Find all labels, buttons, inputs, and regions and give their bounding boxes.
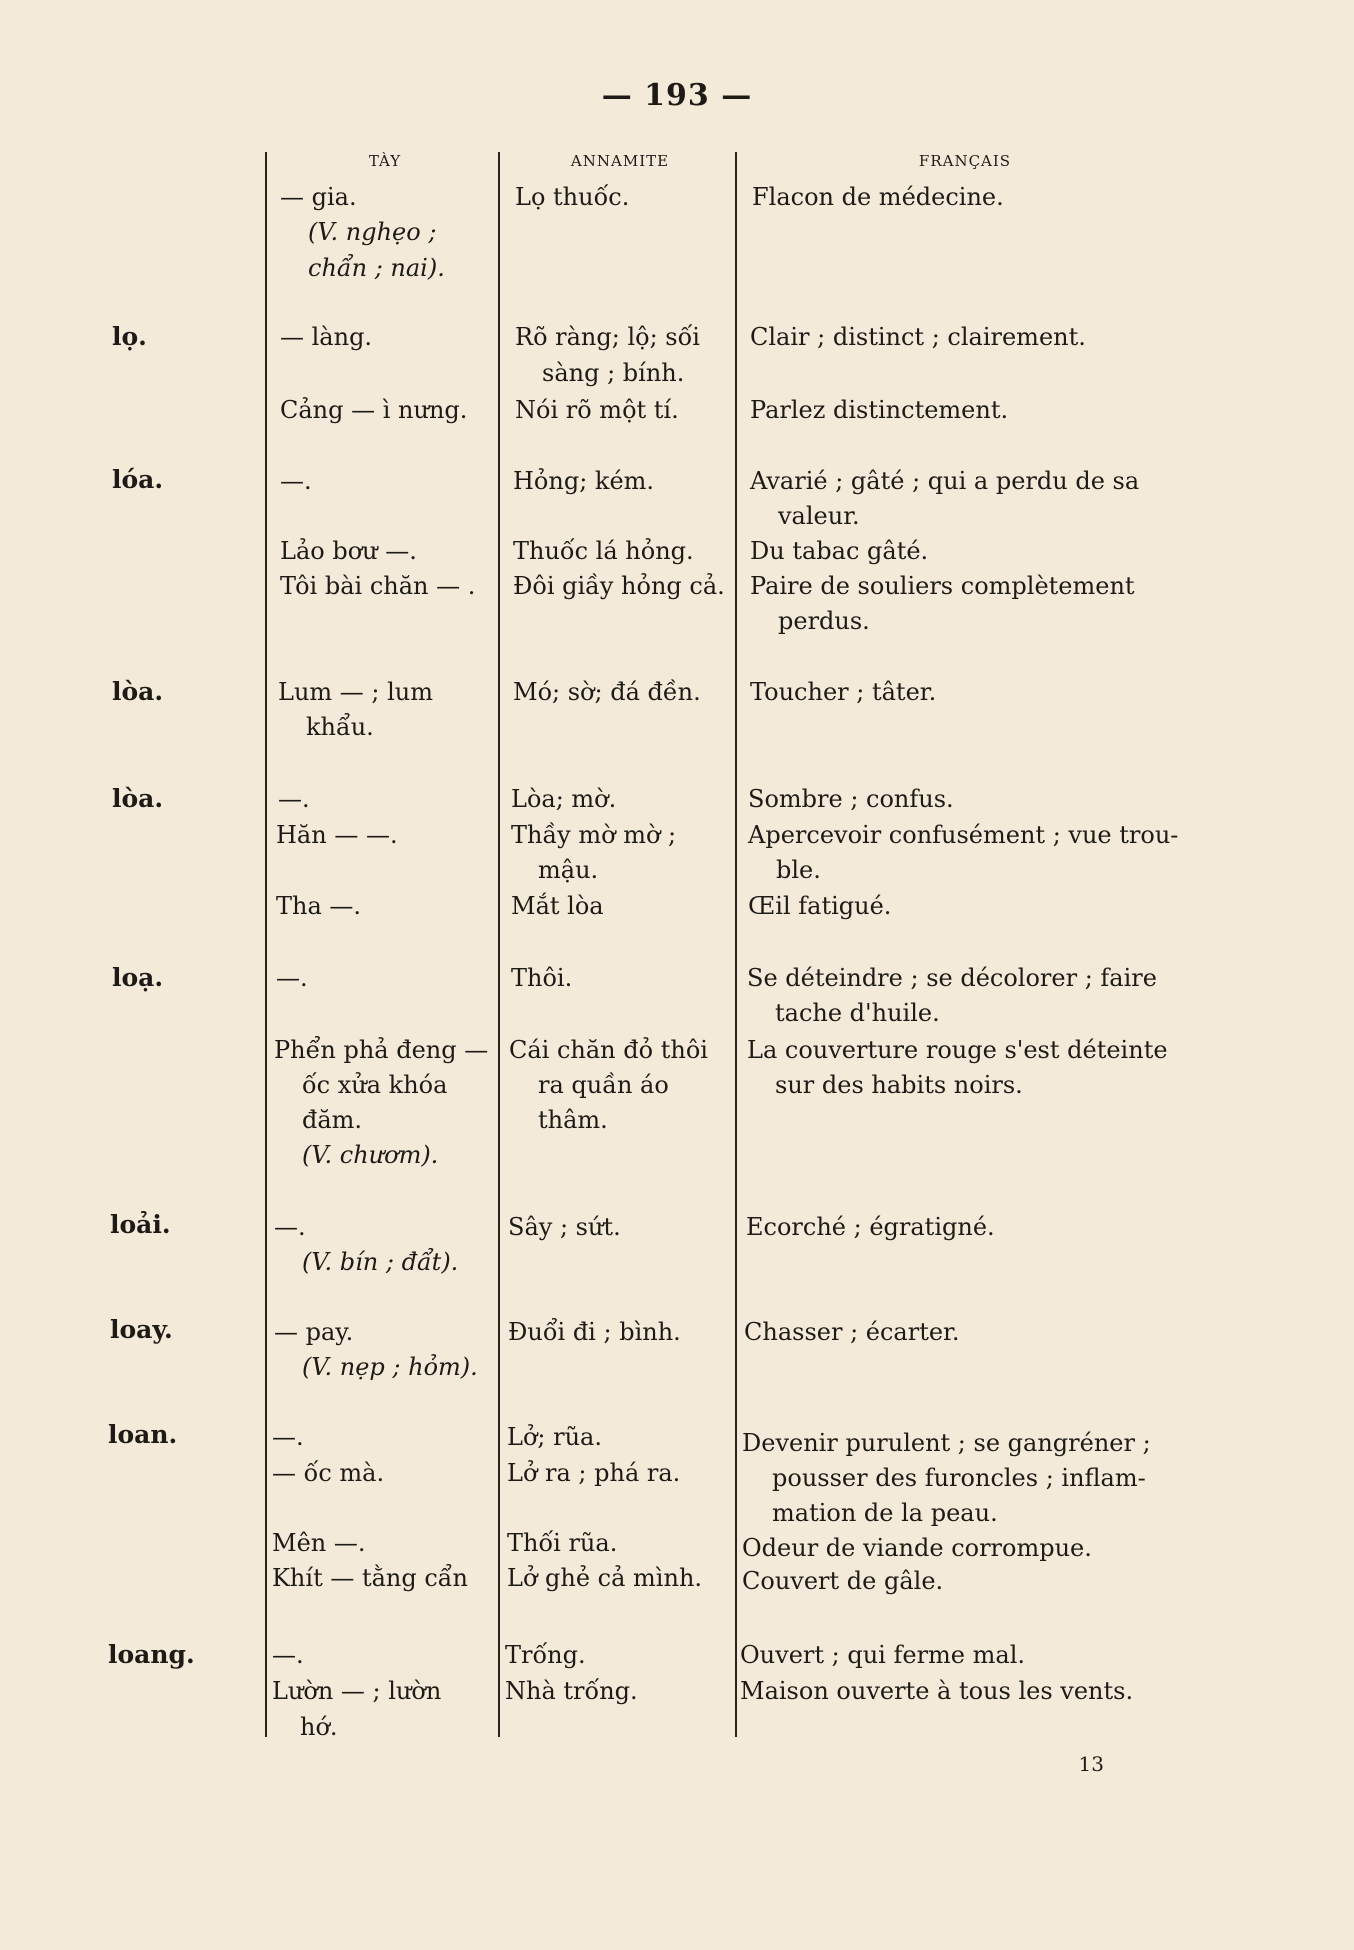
tay-line: (V. bín ; đẩt). xyxy=(302,1248,459,1276)
annamite-line: Thuốc lá hỏng. xyxy=(513,537,694,565)
headword: lóa. xyxy=(112,465,164,494)
page-number: — 193 — xyxy=(601,78,753,113)
annamite-line: Lở ra ; phá ra. xyxy=(507,1459,681,1487)
headword: lòa. xyxy=(112,784,164,813)
headword: lọ. xyxy=(112,322,147,351)
annamite-line: Lòa; mờ. xyxy=(511,785,617,813)
francais-line: Clair ; distinct ; clairement. xyxy=(750,323,1086,351)
annamite-line: Thối rũa. xyxy=(507,1529,618,1557)
column-header-annamite: ANNAMITE xyxy=(570,152,670,170)
tay-line: —. xyxy=(272,1423,304,1451)
francais-line: sur des habits noirs. xyxy=(775,1071,1023,1099)
tay-line: Hăn — —. xyxy=(276,821,398,849)
annamite-line: thâm. xyxy=(538,1106,608,1134)
annamite-line: Lọ thuốc. xyxy=(515,183,630,211)
annamite-line: Thôi. xyxy=(511,964,573,992)
francais-line: Du tabac gâté. xyxy=(750,537,929,565)
tay-line: Mên —. xyxy=(272,1529,366,1557)
francais-line: Se déteindre ; se décolorer ; faire xyxy=(747,964,1157,992)
column-header-tay: TÀY xyxy=(368,152,402,170)
francais-line: Couvert de gâle. xyxy=(742,1567,944,1595)
column-rule-2 xyxy=(498,152,500,1737)
francais-line: perdus. xyxy=(778,607,870,635)
annamite-line: Mắt lòa xyxy=(511,892,604,920)
annamite-line: Nói rõ một tí. xyxy=(515,396,679,424)
tay-line: —. xyxy=(274,1213,306,1241)
francais-line: Chasser ; écarter. xyxy=(744,1318,960,1346)
tay-line: (V. chươm). xyxy=(302,1141,439,1169)
annamite-line: Mó; sờ; đá đền. xyxy=(513,678,701,706)
francais-line: Parlez distinctement. xyxy=(750,396,1009,424)
tay-line: —. xyxy=(272,1641,304,1669)
tay-line: Lum — ; lum xyxy=(278,678,434,706)
signature-mark: 13 xyxy=(1078,1752,1104,1776)
annamite-line: Thầy mờ mờ ; xyxy=(511,821,677,849)
francais-line: Maison ouverte à tous les vents. xyxy=(740,1677,1134,1705)
tay-line: đăm. xyxy=(302,1106,363,1134)
tay-line: (V. nghẹo ; xyxy=(308,218,437,246)
francais-line: mation de la peau. xyxy=(772,1499,998,1527)
francais-line: Ouvert ; qui ferme mal. xyxy=(740,1641,1025,1669)
tay-line: — làng. xyxy=(280,323,373,351)
annamite-line: Đuổi đi ; bình. xyxy=(508,1318,681,1346)
column-rule-1 xyxy=(265,152,267,1737)
annamite-line: Cái chăn đỏ thôi xyxy=(509,1036,708,1064)
francais-line: Devenir purulent ; se gangréner ; xyxy=(742,1429,1151,1457)
annamite-line: Lở; rũa. xyxy=(507,1423,602,1451)
annamite-line: sàng ; bính. xyxy=(542,359,685,387)
francais-line: Avarié ; gâté ; qui a perdu de sa xyxy=(750,467,1140,495)
tay-line: (V. nẹp ; hỏm). xyxy=(302,1353,478,1381)
tay-line: chẩn ; nai). xyxy=(308,254,445,282)
annamite-line: Nhà trống. xyxy=(505,1677,638,1705)
headword: loải. xyxy=(110,1210,171,1239)
tay-line: —. xyxy=(278,785,310,813)
francais-line: Apercevoir confusément ; vue trou- xyxy=(748,821,1179,849)
francais-line: La couverture rouge s'est déteinte xyxy=(747,1036,1168,1064)
headword: loan. xyxy=(108,1420,178,1449)
francais-line: Ecorché ; égratigné. xyxy=(746,1213,995,1241)
francais-line: ble. xyxy=(776,856,821,884)
tay-line: —. xyxy=(276,964,308,992)
tay-line: Cảng — ì nưng. xyxy=(280,396,468,424)
francais-line: Paire de souliers complètement xyxy=(750,572,1135,600)
francais-line: Odeur de viande corrompue. xyxy=(742,1534,1092,1562)
annamite-line: ra quần áo xyxy=(538,1071,669,1099)
tay-line: — pay. xyxy=(274,1318,354,1346)
tay-line: Phển phả đeng — xyxy=(274,1036,489,1064)
tay-line: Tôi bài chăn — . xyxy=(280,572,476,600)
francais-line: valeur. xyxy=(778,502,860,530)
annamite-line: Sây ; sứt. xyxy=(508,1213,621,1241)
tay-line: Khít — tằng cẩn xyxy=(272,1564,468,1592)
headword: loạ. xyxy=(112,963,164,992)
annamite-line: Trống. xyxy=(505,1641,586,1669)
francais-line: Toucher ; tâter. xyxy=(750,678,937,706)
column-rule-3 xyxy=(735,152,737,1737)
tay-line: —. xyxy=(280,467,312,495)
headword: loay. xyxy=(110,1315,173,1344)
tay-line: — gia. xyxy=(280,183,357,211)
francais-line: Sombre ; confus. xyxy=(748,785,954,813)
francais-line: Œil fatigué. xyxy=(748,892,892,920)
tay-line: Lảo bơư —. xyxy=(280,537,417,565)
headword: lòa. xyxy=(112,677,164,706)
annamite-line: mậu. xyxy=(538,856,599,884)
francais-line: Flacon de médecine. xyxy=(752,183,1004,211)
francais-line: pousser des furoncles ; inflam- xyxy=(772,1464,1146,1492)
tay-line: Lườn — ; lườn xyxy=(272,1677,442,1705)
column-header-francais: FRANÇAIS xyxy=(918,152,1012,170)
francais-line: tache d'huile. xyxy=(775,999,940,1027)
tay-line: hớ. xyxy=(300,1713,338,1741)
annamite-line: Lở ghẻ cả mình. xyxy=(507,1564,703,1592)
tay-line: Tha —. xyxy=(276,892,362,920)
headword: loang. xyxy=(108,1640,195,1669)
tay-line: ốc xửa khóa xyxy=(302,1071,448,1099)
annamite-line: Rõ ràng; lộ; sối xyxy=(515,323,700,351)
tay-line: — ốc mà. xyxy=(272,1459,385,1487)
annamite-line: Hỏng; kém. xyxy=(513,467,655,495)
annamite-line: Đôi giầy hỏng cả. xyxy=(513,572,725,600)
tay-line: khẩu. xyxy=(306,713,374,741)
